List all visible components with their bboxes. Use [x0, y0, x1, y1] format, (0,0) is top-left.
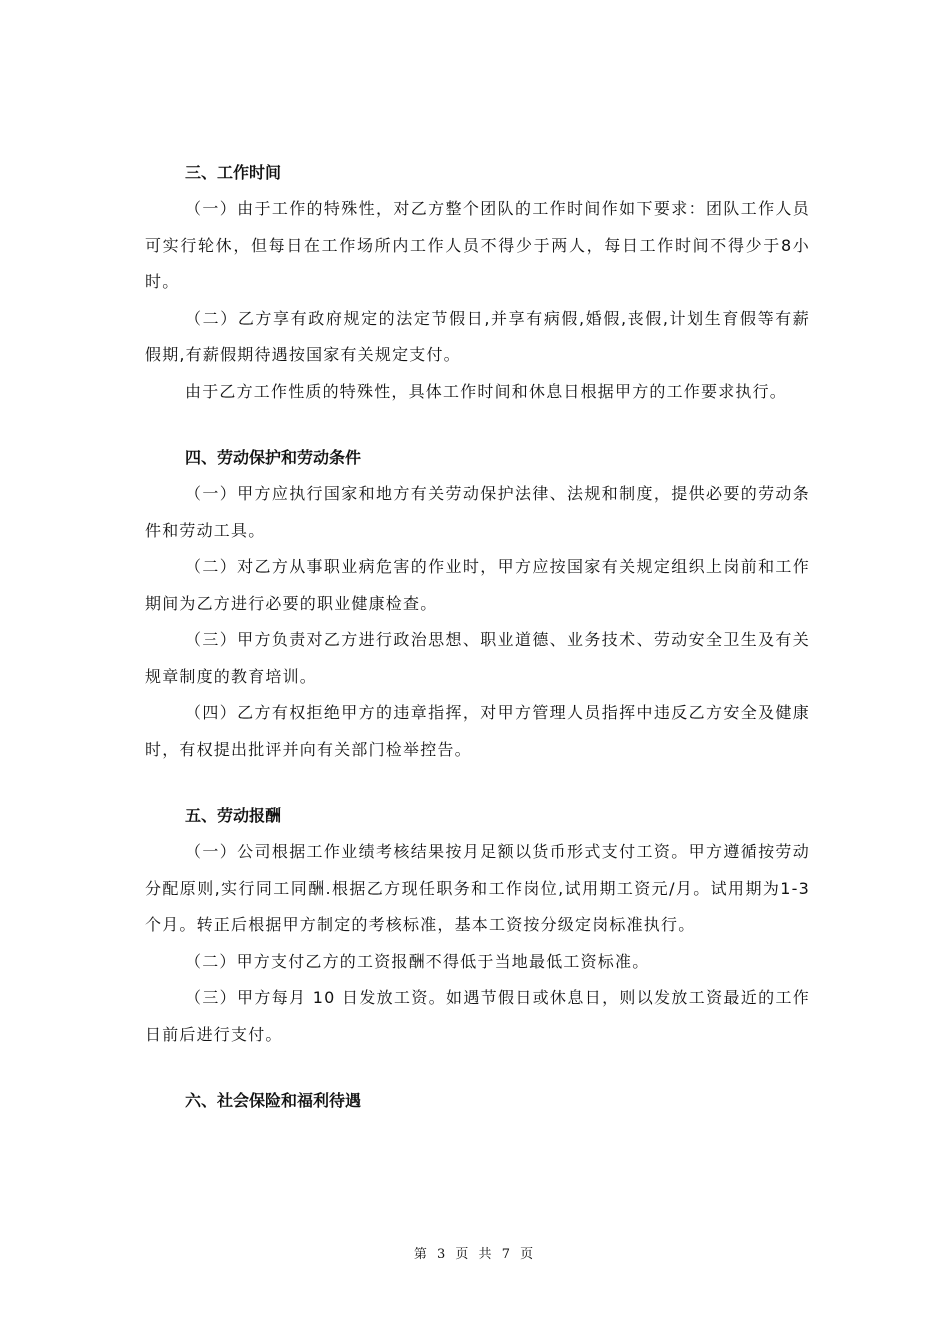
paragraph: （二）对乙方从事职业病危害的作业时，甲方应按国家有关规定组织上岗前和工作期间为乙方进行必要的职业健康检查。 — [145, 557, 810, 613]
section-social-insurance — [145, 1083, 810, 1119]
paragraph: （四）乙方有权拒绝甲方的违章指挥，对甲方管理人员指挥中违反乙方安全及健康时，有权提出批评并向有关部门检举控告。 — [145, 703, 810, 759]
paragraph: （一）公司根据工作业绩考核结果按月足额以货币形式支付工资。甲方遵循按劳动分配原则,实行同工同酬.根据乙方现任职务和工作岗位,试用期工资元/月。试用期为1-3个月。转正后根据甲方制定的考核标准，基本工资按分级定岗标准执行。 — [145, 842, 810, 934]
section-spacer — [145, 768, 810, 798]
paragraph: （三）甲方负责对乙方进行政治思想、职业道德、业务技术、劳动安全卫生及有关规章制度的教育培训。 — [145, 630, 810, 686]
section-labor-protection — [145, 440, 810, 768]
section-title: 六、社会保险和福利待遇 — [185, 1091, 362, 1110]
section-work-time — [145, 155, 810, 410]
paragraph: （二）甲方支付乙方的工资报酬不得低于当地最低工资标准。 — [185, 951, 650, 971]
page-footer: 第 3 页 共 7 页 — [413, 1247, 537, 1262]
section-title: 四、劳动保护和劳动条件 — [185, 448, 362, 467]
section-spacer — [145, 1053, 810, 1083]
section-title: 三、工作时间 — [185, 163, 282, 182]
paragraph: （一）甲方应执行国家和地方有关劳动保护法律、法规和制度，提供必要的劳动条件和劳动工具。 — [145, 484, 810, 540]
paragraph: （二）乙方享有政府规定的法定节假日,并享有病假,婚假,丧假,计划生育假等有薪假期,有薪假期待遇按国家有关规定支付。 — [145, 308, 810, 364]
paragraph: （三）甲方每月 10 日发放工资。如遇节假日或休息日，则以发放工资最近的工作日前后进行支付。 — [145, 988, 810, 1044]
document-body — [145, 155, 810, 1119]
section-spacer — [145, 410, 810, 440]
section-remuneration — [145, 798, 810, 1053]
paragraph: （一）由于工作的特殊性，对乙方整个团队的工作时间作如下要求：团队工作人员可实行轮休，但每日在工作场所内工作人员不得少于两人，每日工作时间不得少于8小时。 — [145, 199, 810, 291]
paragraph: 由于乙方工作性质的特殊性，具体工作时间和休息日根据甲方的工作要求执行。 — [185, 381, 788, 401]
section-title: 五、劳动报酬 — [185, 806, 282, 825]
